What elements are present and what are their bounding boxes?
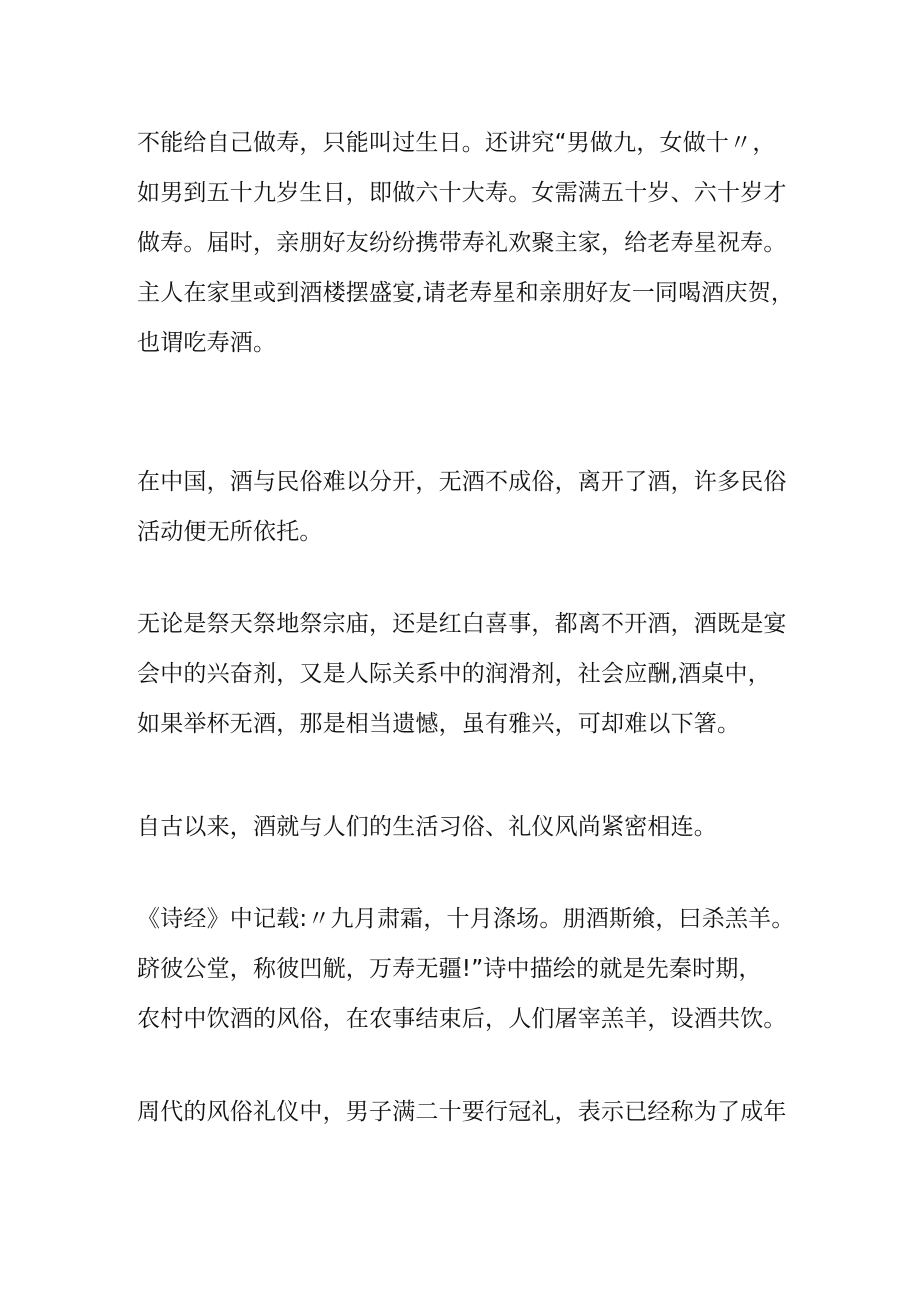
paragraph-2-line-2: 活动便无所依托。 bbox=[137, 519, 323, 545]
paragraph-4-line-1: 自古以来，酒就与人们的生活习俗、礼仪风尚紧密相连。 bbox=[137, 814, 717, 840]
paragraph-1-line-5: 也谓吃寿酒。 bbox=[137, 330, 277, 356]
paragraph-5-line-2: 跻彼公堂，称彼凹觥，万寿无疆!”诗中描绘的就是先秦时期， bbox=[137, 956, 762, 982]
paragraph-1-line-2: 如男到五十九岁生日，即做六十大寿。女需满五十岁、六十岁才 bbox=[137, 180, 787, 206]
paragraph-5-line-1: 《诗经》中记载:〃九月肃霜，十月涤场。朋酒斯飨，曰杀羔羊。 bbox=[137, 906, 795, 932]
paragraph-1-line-3: 做寿。届时，亲朋好友纷纷携带寿礼欢聚主家，给老寿星祝寿。 bbox=[137, 230, 787, 256]
paragraph-3-line-2: 会中的兴奋剂，又是人际关系中的润滑剂，社会应酬,酒桌中， bbox=[137, 661, 771, 687]
paragraph-2-line-1: 在中国，酒与民俗难以分开，无酒不成俗，离开了酒，许多民俗 bbox=[137, 469, 787, 495]
paragraph-1-line-1: 不能给自己做寿，只能叫过生日。还讲究“男做九，女做十〃， bbox=[137, 130, 776, 156]
paragraph-3-line-3: 如果举杯无酒，那是相当遗憾，虽有雅兴，可却难以下箸。 bbox=[137, 711, 741, 737]
paragraph-3-line-1: 无论是祭天祭地祭宗庙，还是红白喜事，都离不开酒，酒既是宴 bbox=[137, 611, 787, 637]
paragraph-6-line-1: 周代的风俗礼仪中，男子满二十要行冠礼，表示已经称为了成年 bbox=[137, 1099, 787, 1125]
paragraph-1-line-4: 主人在家里或到酒楼摆盛宴,请老寿星和亲朋好友一同喝酒庆贺， bbox=[137, 280, 795, 306]
paragraph-5-line-3: 农村中饮酒的风俗，在农事结束后，人们屠宰羔羊，设酒共饮。 bbox=[137, 1006, 787, 1032]
